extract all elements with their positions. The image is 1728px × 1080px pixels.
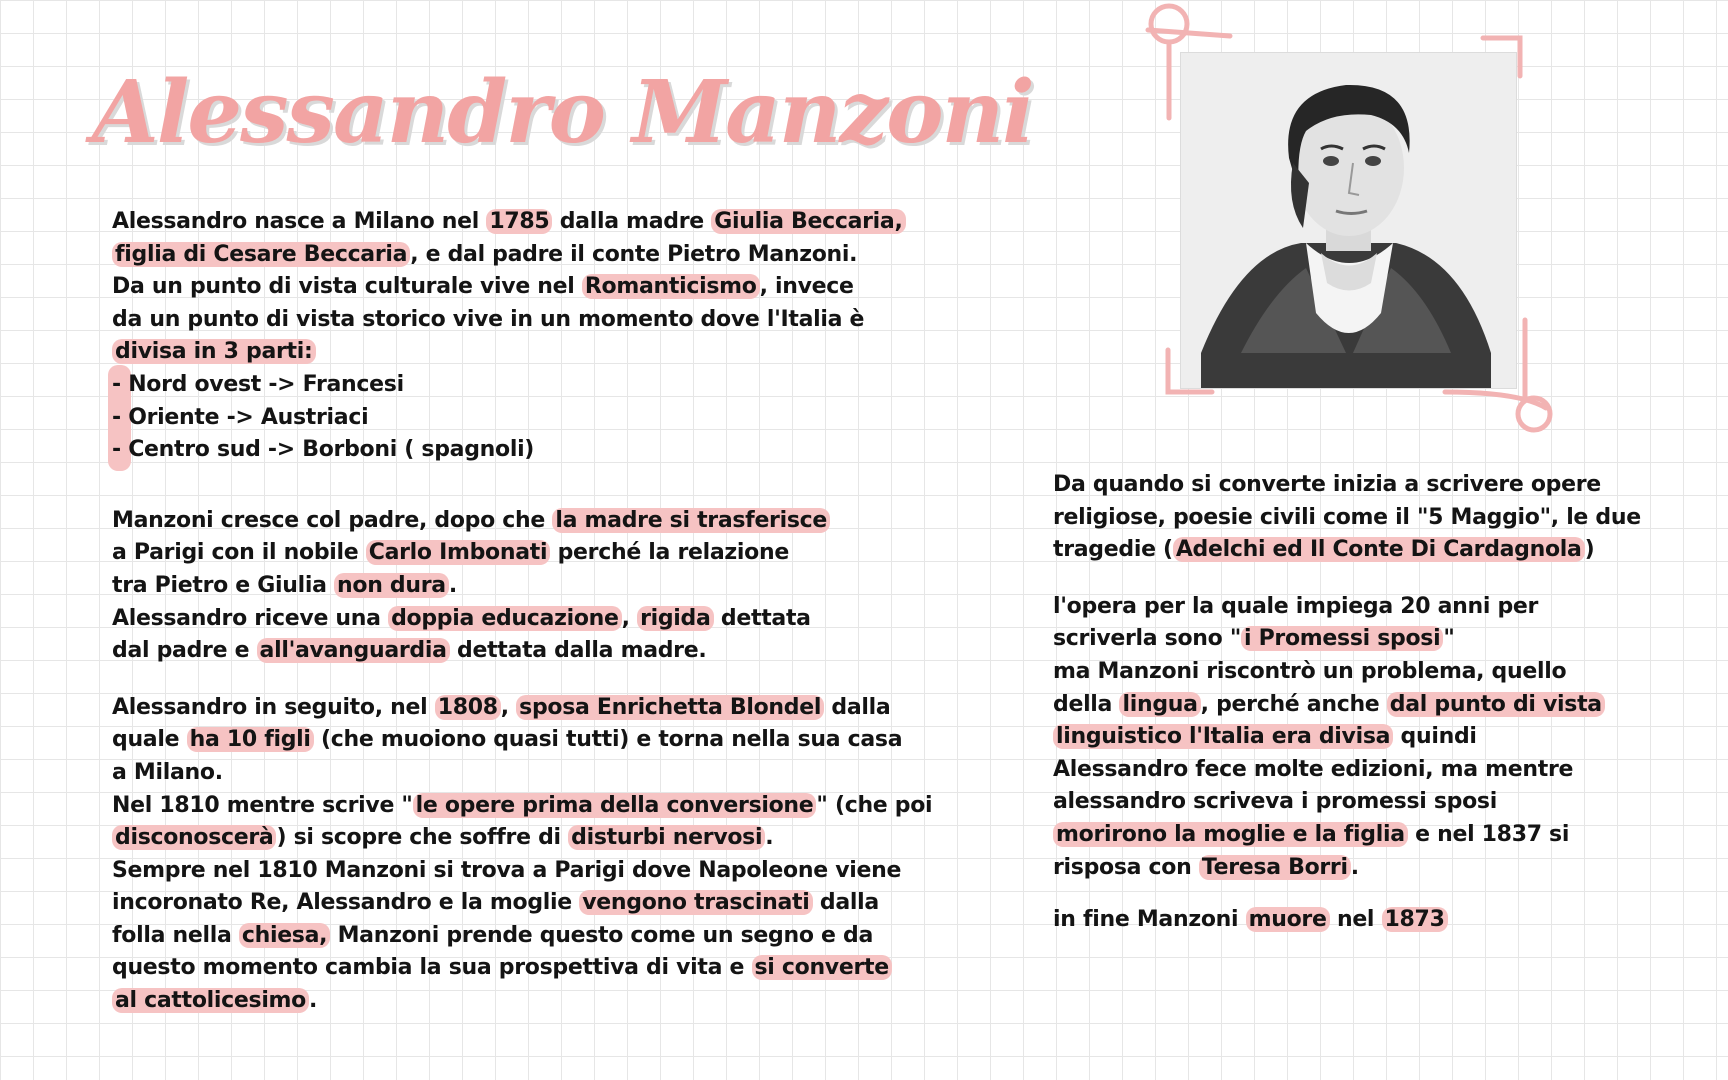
highlight: disconoscerà: [112, 825, 276, 850]
highlight: lingua: [1119, 692, 1200, 717]
bullet-item: - Oriente -> Austriaci: [112, 404, 369, 430]
text-line: dal padre e all'avanguardia dettata dalla madre.: [112, 638, 707, 664]
highlight: al cattolicesimo: [112, 988, 309, 1013]
text-line: Nel 1810 mentre scrive " le opere prima della conversione " (che poi: [112, 792, 933, 818]
text-line: Alessandro in seguito, nel 1808 , sposa Enrichetta Blondel dalla: [112, 694, 891, 720]
text-line: Da quando si converte inizia a scrivere opere: [1053, 472, 1601, 497]
text-line: in fine Manzoni muore nel 1873: [1053, 904, 1693, 937]
bullet-item: - Nord ovest -> Francesi: [112, 371, 404, 397]
text-line: tragedie ( Adelchi ed Il Conte Di Cardagnola ): [1053, 537, 1595, 563]
paragraph-birth: [112, 206, 1012, 467]
highlight: Giulia Beccaria,: [711, 209, 905, 234]
highlight: i Promessi sposi: [1241, 626, 1443, 651]
highlight: chiesa,: [239, 923, 330, 948]
portrait-image: [1180, 52, 1517, 389]
highlight: 1808: [435, 695, 501, 720]
highlight: Romanticismo: [582, 274, 760, 299]
highlight: rigida: [637, 606, 713, 631]
highlight: muore: [1246, 907, 1330, 932]
highlight: Teresa Borri: [1199, 855, 1351, 880]
highlight: figlia di Cesare Beccaria: [112, 242, 410, 267]
highlight: disturbi nervosi: [568, 825, 765, 850]
highlight: doppia educazione: [388, 606, 622, 631]
left-column: [112, 206, 1012, 1018]
page-title: Alessandro Manzoni: [92, 62, 1033, 163]
highlight: sposa Enrichetta Blondel: [516, 695, 824, 720]
text-line: scriverla sono " i Promessi sposi ": [1053, 626, 1455, 652]
text-line: disconoscerà ) si scopre che soffre di disturbi nervosi .: [112, 822, 1012, 855]
text-line: linguistico l'Italia era divisa quindi: [1053, 721, 1693, 754]
text-line: al cattolicesimo .: [112, 985, 1012, 1018]
highlight: la madre si trasferisce: [552, 508, 830, 533]
highlight: Adelchi ed Il Conte Di Cardagnola: [1173, 537, 1585, 562]
text-line: da un punto di vista storico vive in un momento dove l'Italia è: [112, 306, 865, 332]
text-line: questo momento cambia la sua prospettiva di vita e si converte: [112, 952, 1012, 985]
highlight: vengono trascinati: [579, 890, 812, 915]
paragraph-conversion-works: [1053, 469, 1693, 567]
text-line: Sempre nel 1810 Manzoni si trova a Parigi dove Napoleone viene: [112, 857, 902, 883]
text-line: a Milano.: [112, 759, 223, 785]
text-line: [112, 336, 1012, 369]
highlight: all'avanguardia: [257, 638, 450, 663]
text-line: ma Manzoni riscontrò un problema, quello: [1053, 658, 1567, 684]
text-line: quale ha 10 figli (che muoiono quasi tutti) e torna nella sua casa: [112, 727, 903, 753]
highlight: ha 10 figli: [187, 727, 314, 752]
bullet-item: - Centro sud -> Borboni ( spagnoli): [112, 437, 535, 463]
text-line: l'opera per la quale impiega 20 anni per: [1053, 593, 1539, 619]
paragraph-death: [1053, 904, 1693, 937]
text-line: morirono la moglie e la figlia e nel 1837 si: [1053, 819, 1693, 852]
text-line: alessandro scriveva i promessi sposi: [1053, 789, 1497, 815]
highlight: 1873: [1382, 907, 1448, 932]
paragraph-childhood: [112, 505, 1012, 668]
paragraph-promessi-sposi: [1053, 591, 1693, 884]
portrait-of-manzoni-icon: [1181, 53, 1516, 388]
text-line: incoronato Re, Alessandro e la moglie vengono trascinati dalla: [112, 890, 879, 916]
text-line: della lingua , perché anche dal punto di vista: [1053, 689, 1693, 722]
highlight: morirono la moglie e la figlia: [1053, 822, 1408, 847]
text-line: Alessandro fece molte edizioni, ma mentre: [1053, 756, 1574, 782]
text-line: Manzoni cresce col padre, dopo che la madre si trasferisce: [112, 505, 1012, 538]
right-column: [1053, 469, 1693, 937]
text-line: figlia di Cesare Beccaria , e dal padre il conte Pietro Manzoni.: [112, 239, 1012, 272]
text-line: tra Pietro e Giulia non dura .: [112, 572, 457, 598]
highlight: divisa in 3 parti:: [112, 339, 316, 364]
text-line: a Parigi con il nobile Carlo Imbonati perché la relazione: [112, 540, 789, 566]
highlight: le opere prima della conversione: [413, 793, 817, 818]
text-line: risposa con Teresa Borri .: [1053, 854, 1359, 880]
text-line: Alessandro nasce a Milano nel 1785 dalla madre Giulia Beccaria,: [112, 206, 1012, 239]
highlight: Carlo Imbonati: [366, 540, 551, 565]
highlight: linguistico l'Italia era divisa: [1053, 724, 1393, 749]
highlight: si converte: [752, 955, 892, 980]
highlight: non dura: [334, 573, 449, 598]
highlight: 1785: [486, 209, 552, 234]
paragraph-marriage: [112, 692, 1012, 1018]
text-line: Alessandro riceve una doppia educazione , rigida dettata: [112, 605, 811, 631]
highlight: dal punto di vista: [1387, 692, 1605, 717]
text-line: Da un punto di vista culturale vive nel Romanticismo , invece: [112, 274, 854, 300]
text-line: religiose, poesie civili come il "5 Maggio", le due: [1053, 504, 1641, 530]
text-line: folla nella chiesa, Manzoni prende questo come un segno e da: [112, 922, 874, 948]
